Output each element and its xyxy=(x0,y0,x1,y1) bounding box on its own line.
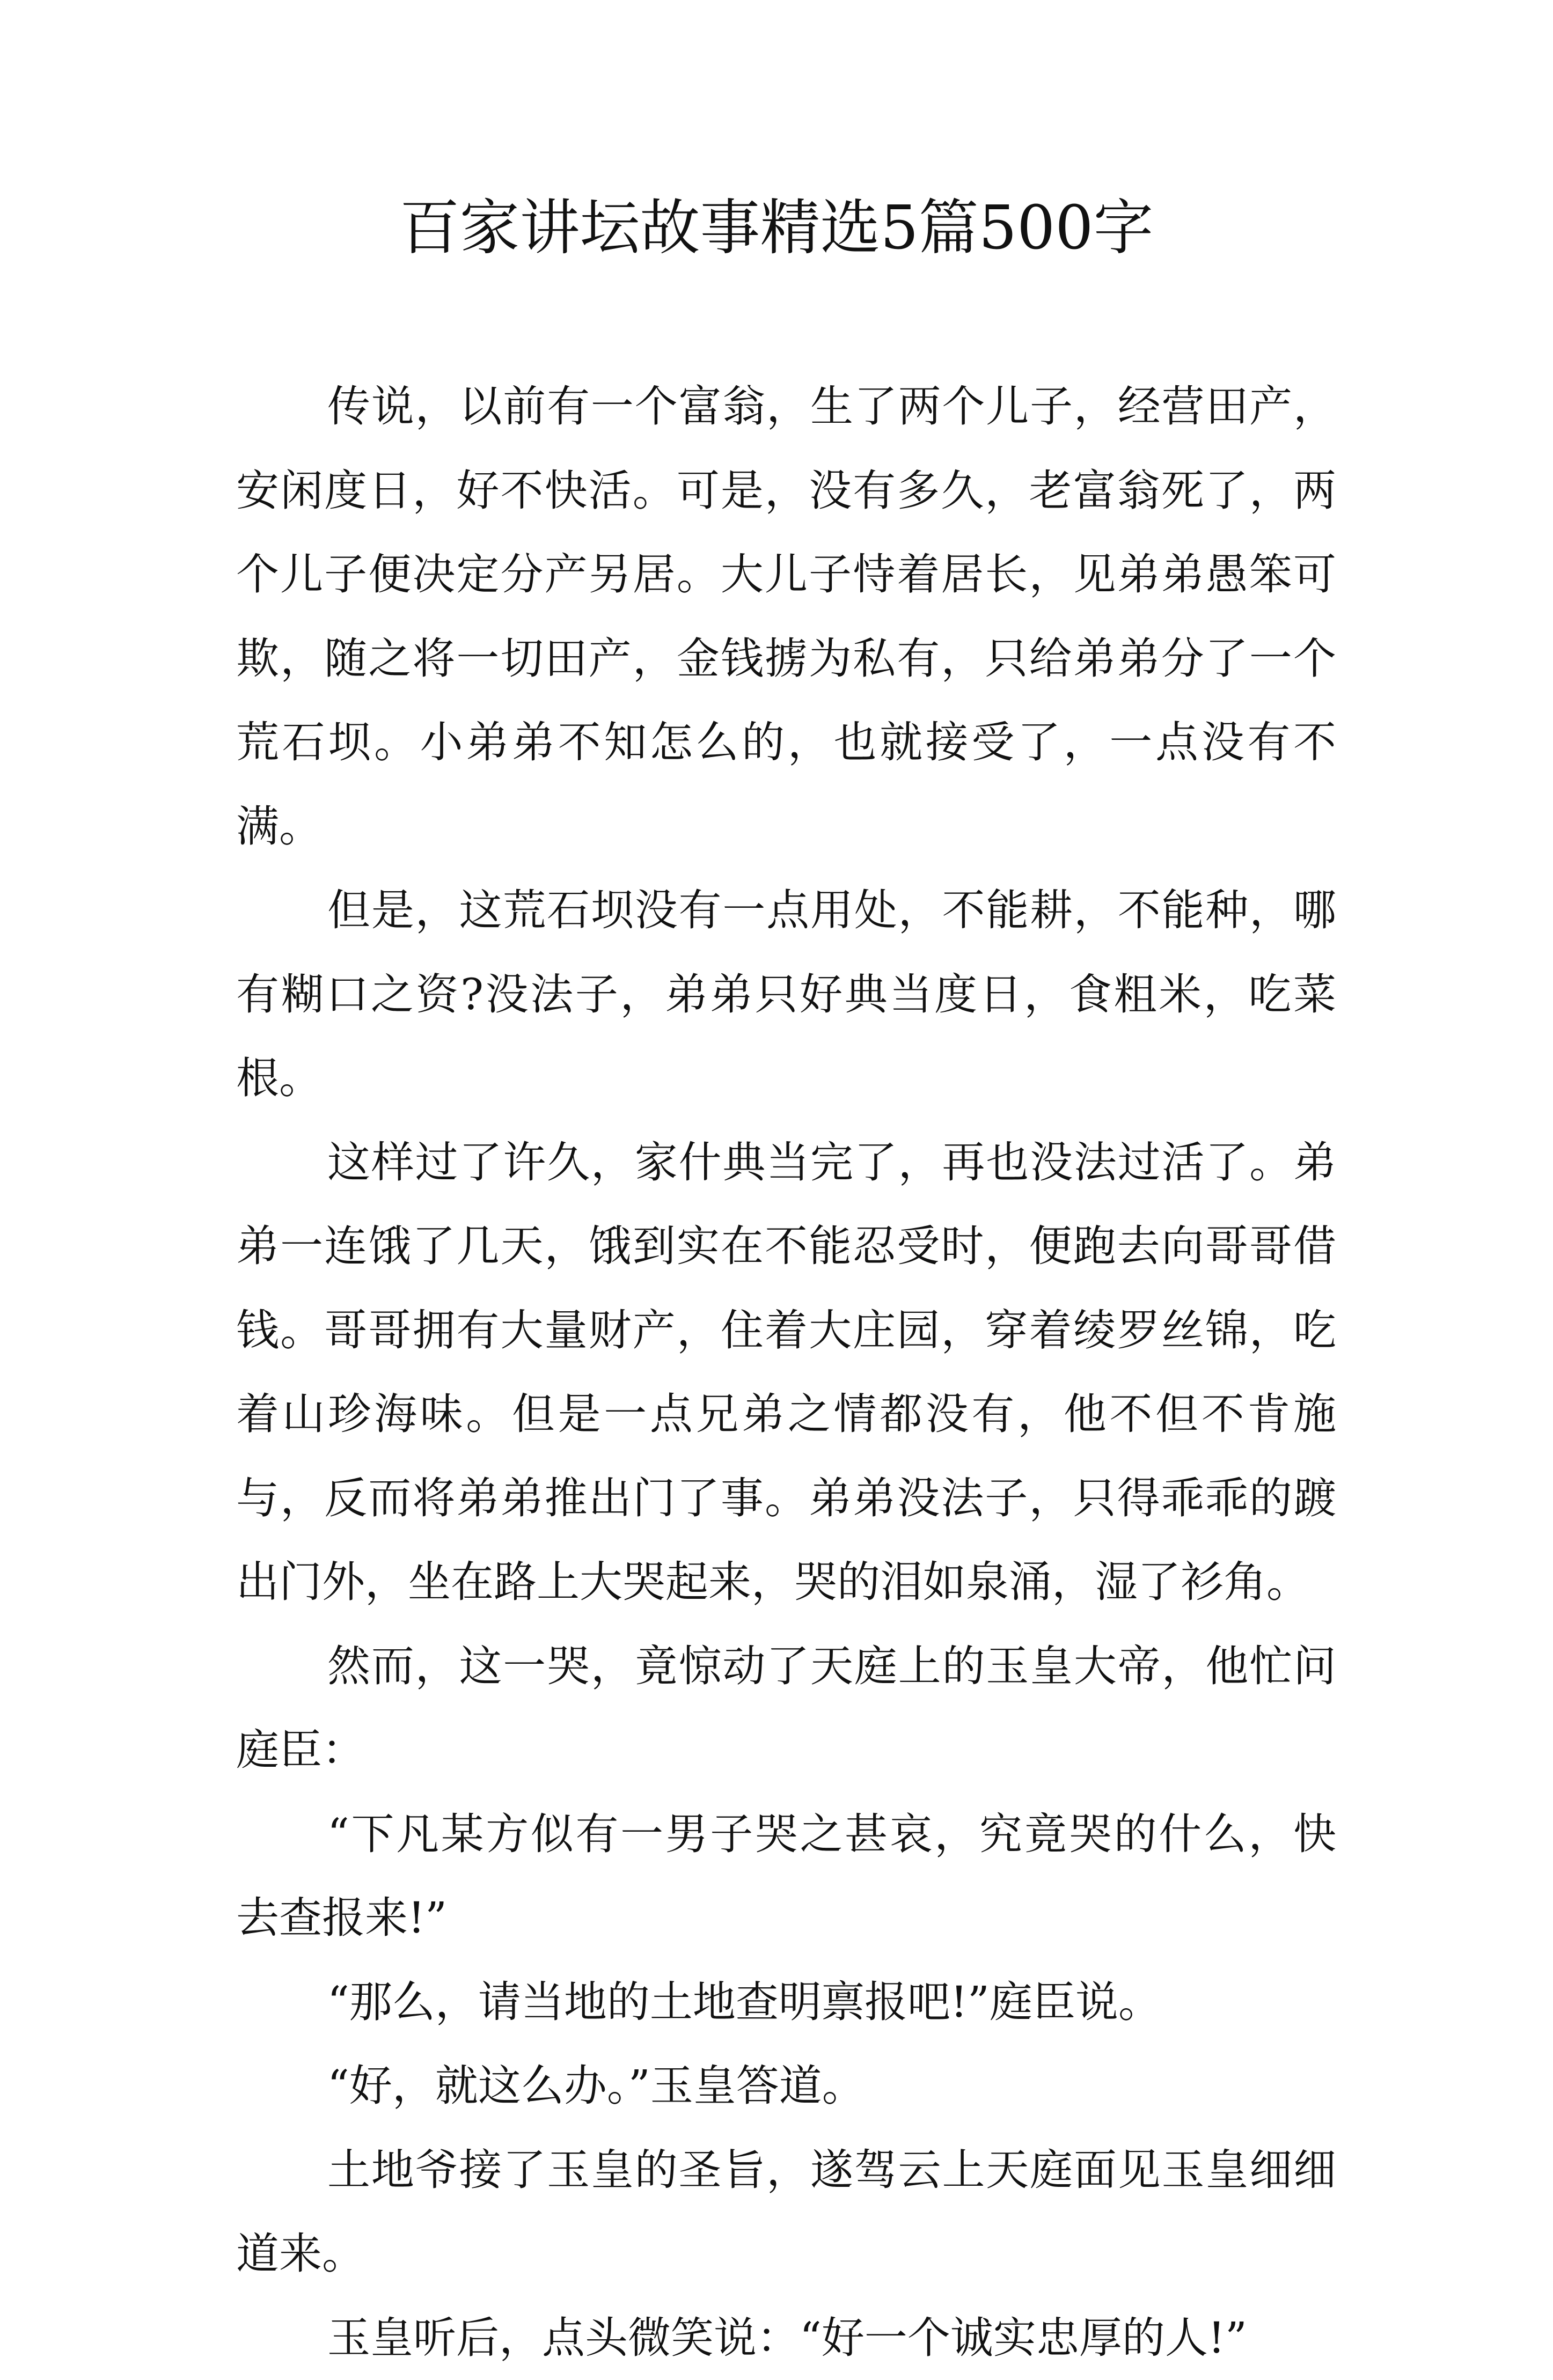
document-body xyxy=(236,365,1336,2380)
paragraph: “那么，请当地的土地查明禀报吧!”庭臣说。 xyxy=(236,1960,1336,2045)
paragraph: 这样过了许久，家什典当完了，再也没法过活了。弟弟一连饿了几天，饿到实在不能忍受时，便跑去向哥哥借钱。哥哥拥有大量财产，住着大庄园，穿着绫罗丝锦，吃着山珍海味。但是一点兄弟之情都没有，他不但不肯施与，反而将弟弟推出门了事。弟弟没法子，只得乖乖的踱出门外，坐在路上大哭起来，哭的泪如泉涌，湿了衫角。 xyxy=(236,1121,1336,1625)
document-title: 百家讲坛故事精选5篇500字 xyxy=(0,190,1553,266)
paragraph: 传说，以前有一个富翁，生了两个儿子，经营田产，安闲度日，好不快活。可是，没有多久，老富翁死了，两个儿子便决定分产另居。大儿子恃着居长，见弟弟愚笨可欺，随之将一切田产，金钱掳为私有，只给弟弟分了一个荒石坝。小弟弟不知怎么的，也就接受了，一点没有不满。 xyxy=(236,365,1336,869)
paragraph: 土地爷接了玉皇的圣旨，遂驾云上天庭面见玉皇细细道来。 xyxy=(236,2128,1336,2296)
paragraph: 玉皇听后，点头微笑说：“好一个诚实忠厚的人!” xyxy=(236,2296,1336,2380)
paragraph: “下凡某方似有一男子哭之甚哀，究竟哭的什么，快去查报来!” xyxy=(236,1793,1336,1960)
paragraph: “好，就这么办。”玉皇答道。 xyxy=(236,2044,1336,2128)
paragraph: 然而，这一哭，竟惊动了天庭上的玉皇大帝，他忙问庭臣： xyxy=(236,1625,1336,1793)
paragraph: 但是，这荒石坝没有一点用处，不能耕，不能种，哪有糊口之资?没法子，弟弟只好典当度日，食粗米，吃菜根。 xyxy=(236,869,1336,1121)
